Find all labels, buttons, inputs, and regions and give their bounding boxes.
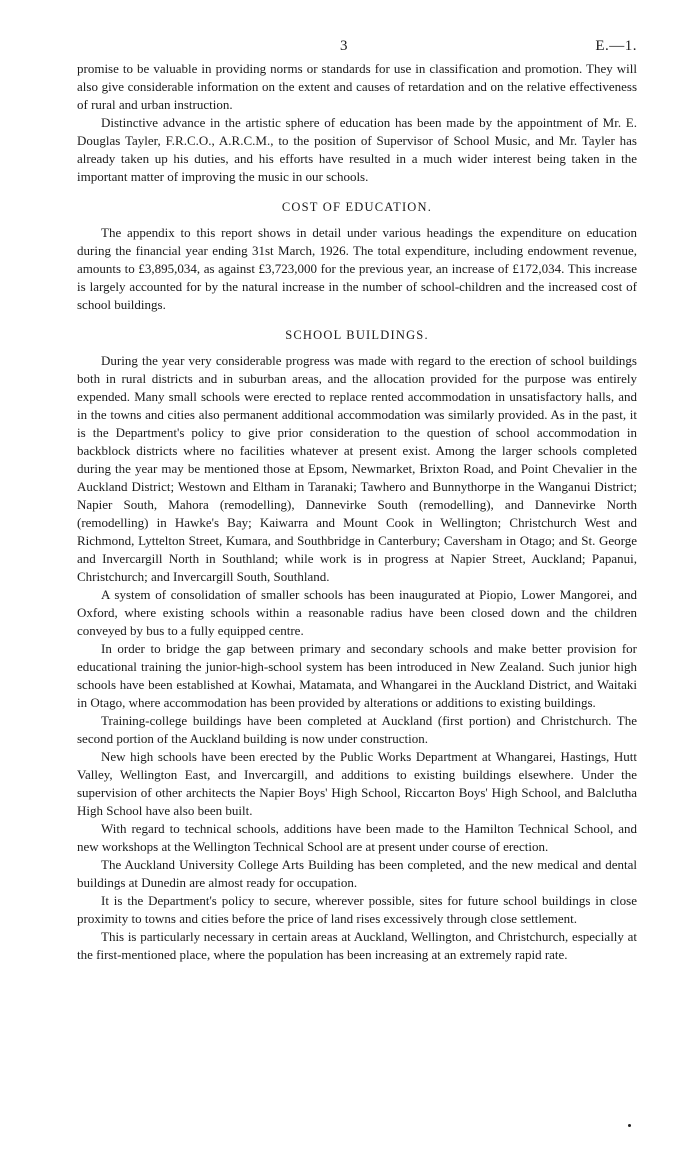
document-body — [77, 60, 637, 964]
paragraph: This is particularly necessary in certain areas at Auckland, Wellington, and Christchurch, especially at the first-mentioned place, where the population has been increasing at an extremely rapid rate. — [77, 929, 637, 962]
report-code: E.—1. — [595, 38, 637, 54]
print-speck — [628, 1124, 631, 1127]
page-number: 3 — [340, 38, 348, 54]
paragraph: In order to bridge the gap between primary and secondary schools and make better provision for educational training the junior-high-school system has been introduced in New Zealand. Such junior high schools have been established at Kowhai, Matamata, and Whangarei in the Auckland District, and Waitaki in Otago, where accommodation has been provided by alterations or additions to existing buildings. — [77, 641, 637, 710]
paragraph: A system of consolidation of smaller schools has been inaugurated at Piopio, Lower Mangorei, and Oxford, where existing schools within a reasonable radius have been closed down and the children conveyed by bus to a fully equipped centre. — [77, 587, 637, 638]
paragraph: It is the Department's policy to secure, wherever possible, sites for future school buildings in close proximity to towns and cities before the price of land rises excessively through close settlement. — [77, 893, 637, 926]
paragraph-continued: promise to be valuable in providing norms or standards for use in classification and promotion. They will also give considerable information on the extent and causes of retardation and on the relative effectiveness of rural and urban instruction. — [77, 61, 637, 112]
paragraph: The appendix to this report shows in detail under various headings the expenditure on education during the financial year ending 31st March, 1926. The total expenditure, including endowment revenue, amounts to £3,895,034, as against £3,723,000 for the previous year, an increase of £172,034. This increase is largely accounted for by the natural increase in the number of school-children and the increased cost of school buildings. — [77, 225, 637, 312]
document-page — [77, 38, 637, 964]
paragraph: New high schools have been erected by the Public Works Department at Whangarei, Hastings, Hutt Valley, Wellington East, and Invercargill, and additions to existing buildings elsewhere. Under the supervision of other architects the Napier Boys' High School, Riccarton Boys' High School, and Balclutha High School have also been built. — [77, 749, 637, 818]
paragraph: Distinctive advance in the artistic sphere of education has been made by the appointment of Mr. E. Douglas Tayler, F.R.C.O., A.R.C.M., to the position of Supervisor of School Music, and Mr. Tayler has already taken up his duties, and his efforts have resulted in a much wider interest being taken in the important matter of improving the music in our schools. — [77, 115, 637, 184]
section-heading-school-buildings: SCHOOL BUILDINGS. — [285, 328, 429, 342]
section-heading-cost-of-education: COST OF EDUCATION. — [281, 200, 433, 214]
running-header — [77, 38, 637, 60]
paragraph: Training-college buildings have been completed at Auckland (first portion) and Christchurch. The second portion of the Auckland building is now under construction. — [77, 713, 637, 746]
paragraph: The Auckland University College Arts Building has been completed, and the new medical and dental buildings at Dunedin are almost ready for occupation. — [77, 857, 637, 890]
paragraph: During the year very considerable progress was made with regard to the erection of school buildings both in rural districts and in suburban areas, and the allocation provided for the purpose was entirely expended. Many small schools were erected to replace rented accommodation in unsatisfactory halls, and in the towns and cities also permanent additional accommodation was similarly provided. As in the past, it is the Department's policy to give prior consideration to the question of school accommodation in backblock districts where no facilities whatever at present exist. Among the larger schools completed during the year may be mentioned those at Epsom, Newmarket, Brixton Road, and Point Chevalier in the Auckland District; Westown and Eltham in Taranaki; Tawhero and Bunnythorpe in the Wanganui District; Napier South, Mahora (remodelling), Dannevirke South (remodelling), and Dannevirke North (remodelling) in Hawke's Bay; Kaiwarra and Mount Cook in Wellington; Christchurch West and Richmond, Lyttelton Street, Kumara, and Southbridge in Canterbury; Caversham in Otago; and St. George and Invercargill North in Southland; while work is in progress at Napier Street, Auckland; Papanui, Christchurch; and Invercargill South, Southland. — [77, 353, 637, 584]
paragraph: With regard to technical schools, additions have been made to the Hamilton Technical School, and new workshops at the Wellington Technical School are at present under course of erection. — [77, 821, 637, 854]
